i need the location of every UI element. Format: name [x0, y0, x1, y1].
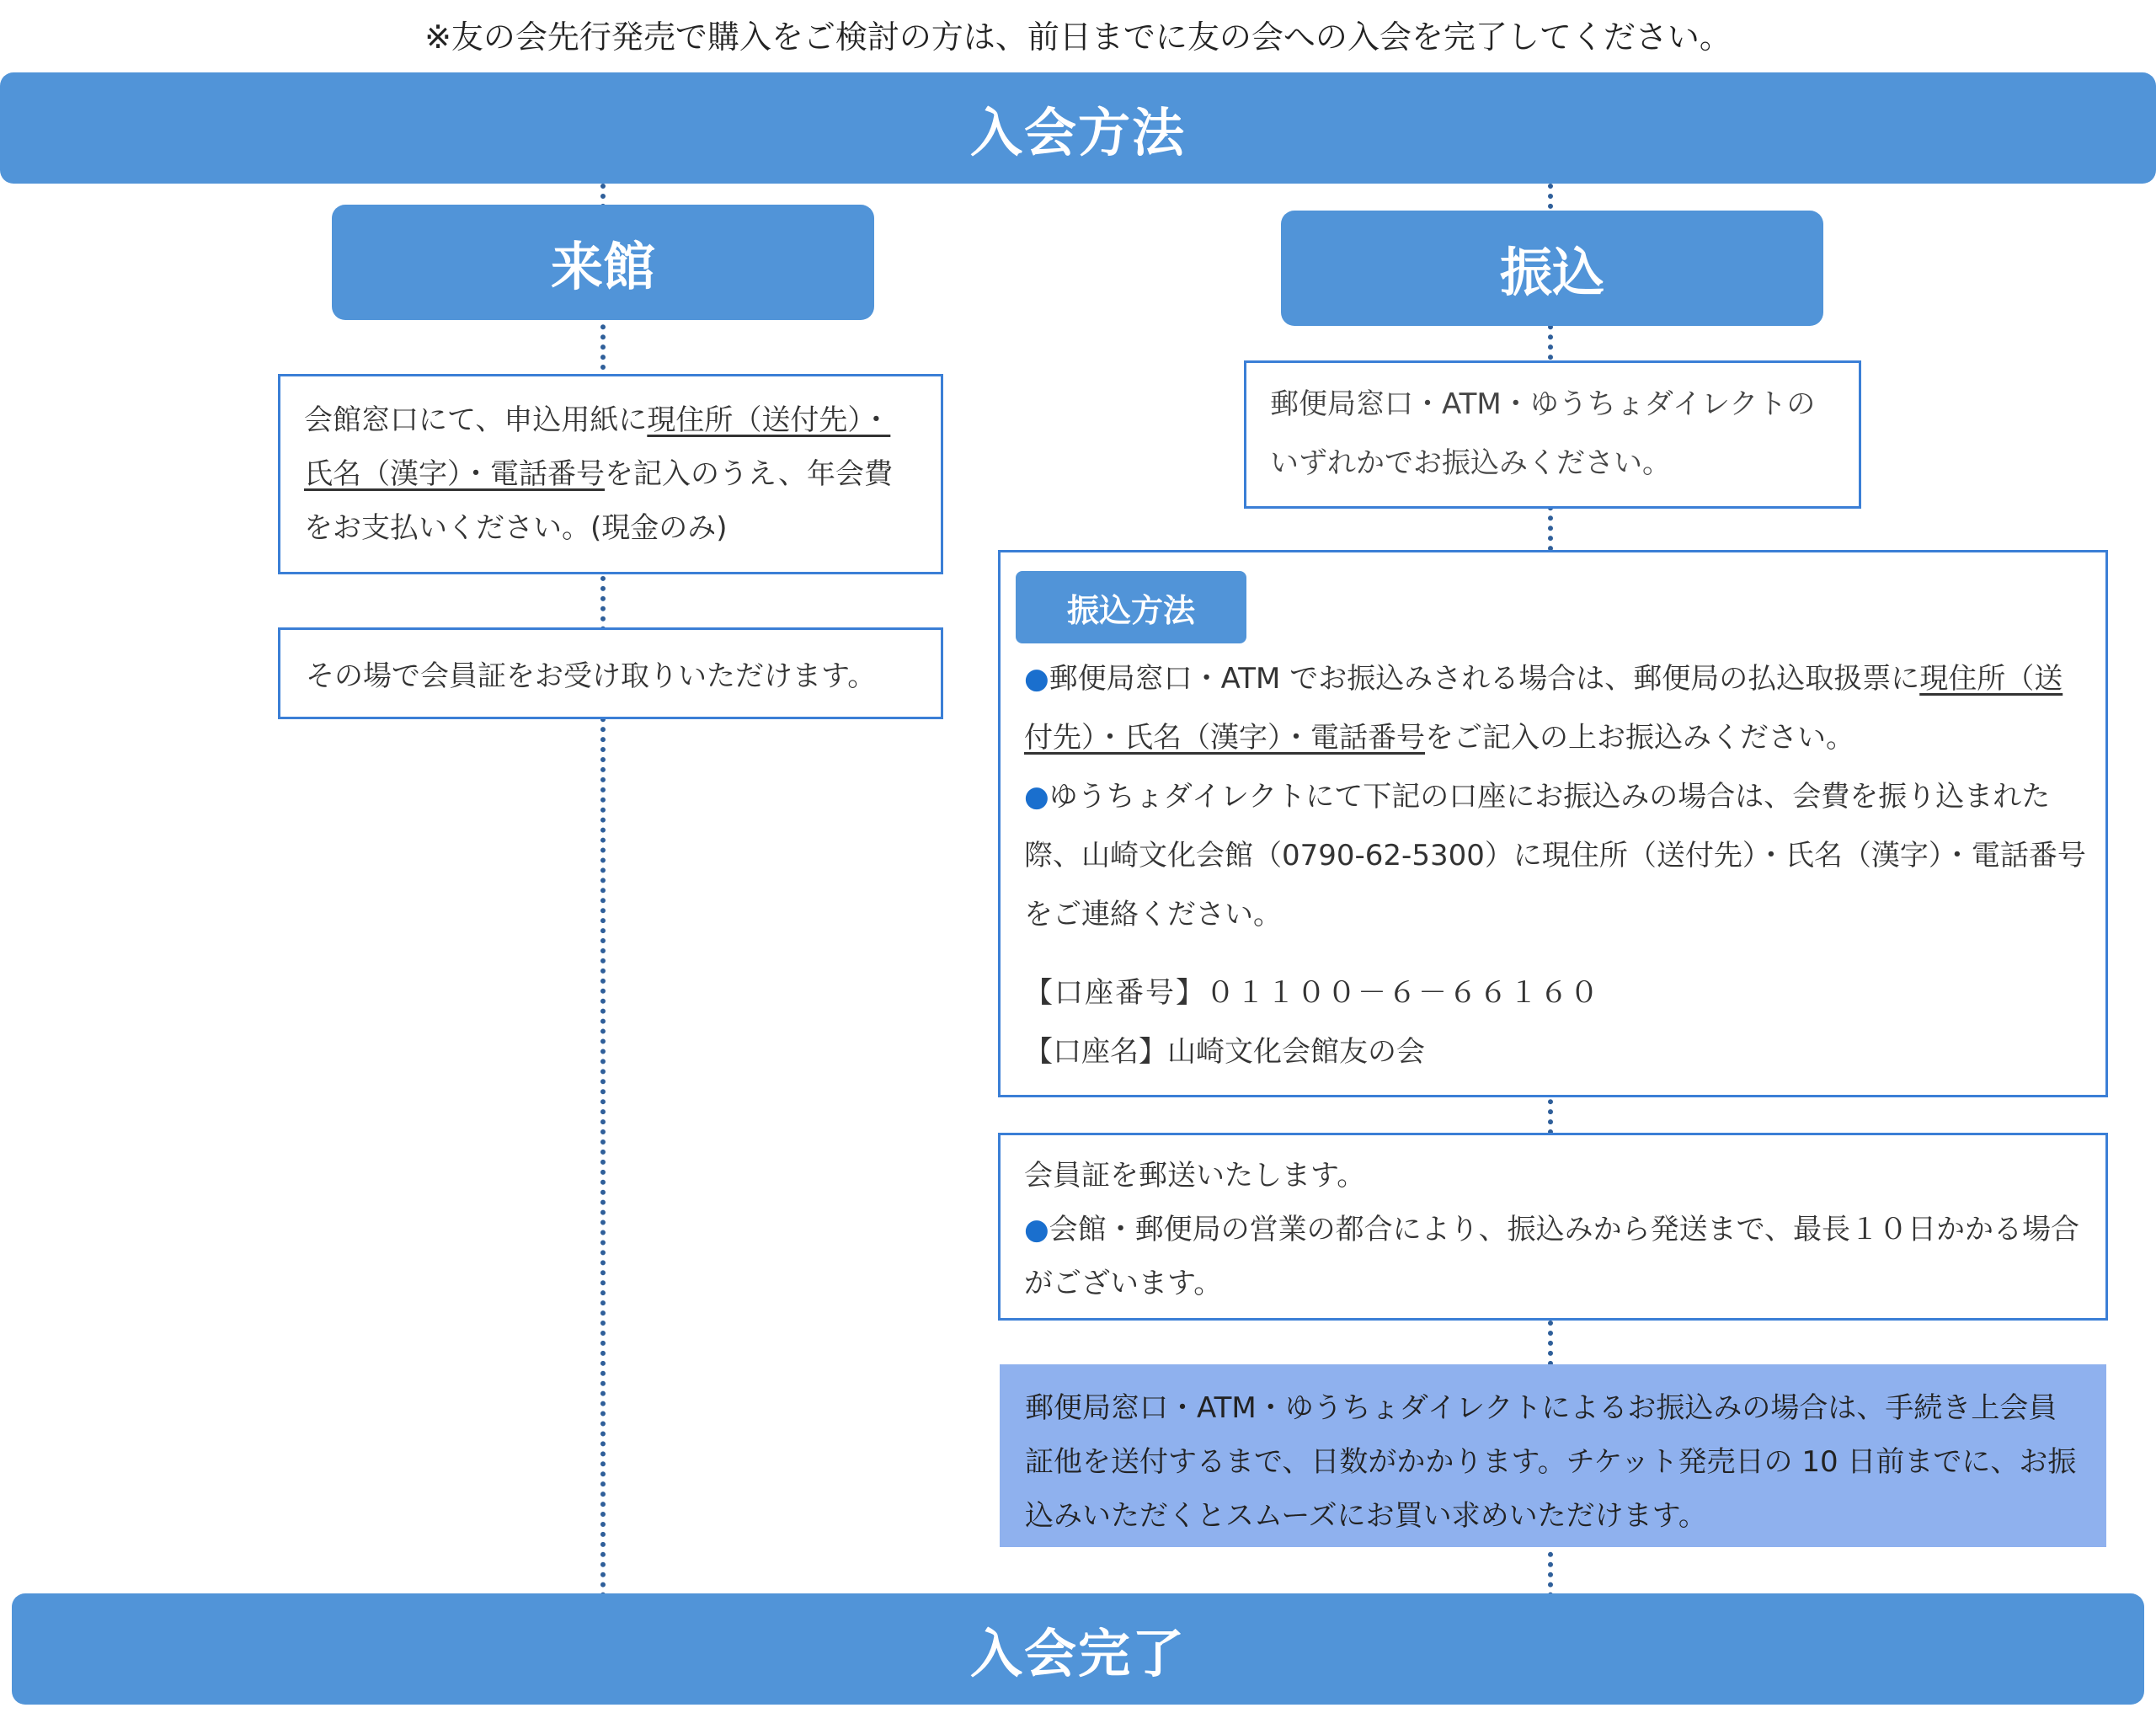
visit-title: 来館: [550, 236, 655, 297]
step3-bullet: [1024, 1203, 2082, 1310]
notice-text: ※友の会先行発売で購入をご検討の方は、前日までに友の会への入会を完了してください。: [424, 19, 1732, 56]
step3-line1: 会員証を郵送いたします。: [1024, 1159, 1366, 1193]
visit-step1-box: [278, 374, 943, 574]
visit-tab: [332, 205, 874, 320]
transfer-step1-text: 郵便局窓口・ATM・ゆうちょダイレクトのいずれかでお振込みください。: [1270, 387, 1816, 480]
footer-banner: [12, 1593, 2144, 1705]
header-title: 入会方法: [969, 101, 1186, 163]
transfer-tab: [1281, 211, 1823, 326]
bullet-mark: ●: [1024, 662, 1049, 696]
step3-bullet-text: 会館・郵便局の営業の都合により、振込みから発送まで、最長１０日かかる場合がございます。: [1024, 1213, 2079, 1300]
transfer-method-bullet2: [1024, 767, 2087, 944]
footer-title: 入会完了: [969, 1622, 1186, 1684]
transfer-info-box: [1000, 1364, 2106, 1547]
bullet2-text: ゆうちょダイレクトにて下記の口座にお振込みの場合は、会費を振り込まれた際、山崎文化会館（0790-62-5300）に現住所（送付先）・氏名（漢字）・電話番号をご連絡ください。: [1024, 780, 2086, 931]
transfer-info-text: 郵便局窓口・ATM・ゆうちょダイレクトによるお振込みの場合は、手続き上会員証他を送付するまで、日数がかかります。チケット発売日の 10 日前までに、お振込みいただくとスムーズにお買い求めいただけます。: [1025, 1391, 2077, 1533]
transfer-method-box: [998, 550, 2108, 1097]
bullet1-post: をご記入の上お振込みください。: [1425, 721, 1854, 755]
bullet1-pre: 郵便局窓口・ATM でお振込みされる場合は、郵便局の払込取扱票に: [1049, 662, 1920, 696]
account-number: 【口座番号】０１１００－６－６６１６０: [1024, 976, 1600, 1010]
visit-step2-box: [278, 627, 943, 719]
bullet-mark: ●: [1024, 780, 1049, 814]
visit-step1-underlined: 現住所（送付先）・氏名（漢字）・電話番号: [304, 403, 891, 491]
account-name: 【口座名】山崎文化会館友の会: [1024, 1035, 1425, 1069]
transfer-step1-box: [1244, 360, 1861, 509]
transfer-method-label: 振込方法: [1016, 571, 1246, 643]
bullet1-underlined: 現住所（送付先）・氏名（漢字）・電話番号: [1024, 662, 2063, 755]
transfer-title: 振込: [1499, 242, 1604, 303]
header-banner: [0, 72, 2156, 184]
bullet-mark: ●: [1024, 1213, 1049, 1246]
transfer-step3-box: [998, 1133, 2108, 1321]
visit-step2-text: その場で会員証をお受け取りいただけます。: [306, 659, 877, 693]
transfer-method-bullet1: [1024, 649, 2087, 767]
visit-step1-pre: 会館窓口にて、申込用紙に: [304, 403, 648, 437]
visit-step1-post: を記入のうえ、年会費をお支払いください。(現金のみ): [304, 457, 894, 545]
